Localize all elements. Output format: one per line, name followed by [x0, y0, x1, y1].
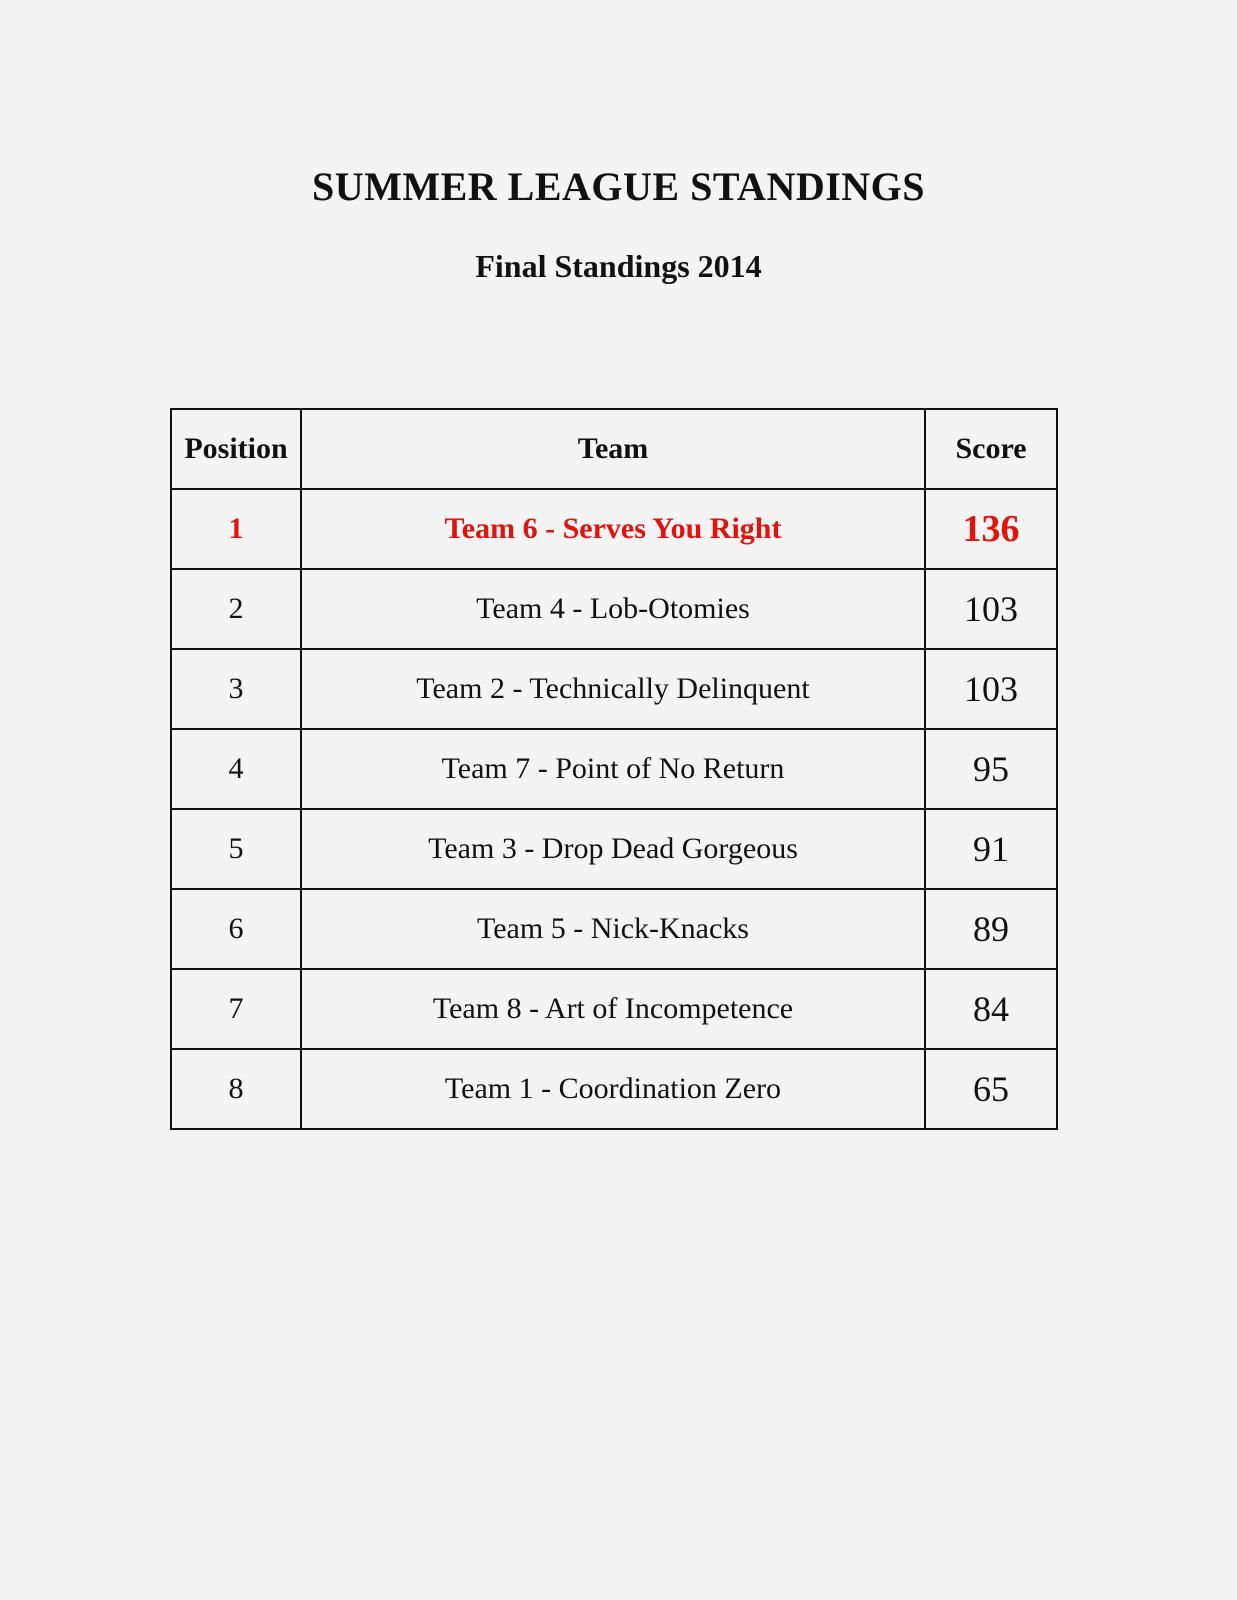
document-title: SUMMER LEAGUE STANDINGS [311, 164, 926, 209]
row-team: Team 3 - Drop Dead Gorgeous [301, 809, 925, 889]
row-position: 8 [171, 1049, 301, 1129]
header-position: Position [171, 409, 301, 489]
row-position: 1 [171, 489, 301, 569]
row-position: 6 [171, 889, 301, 969]
table-row [171, 969, 1057, 1049]
table-row [171, 1049, 1057, 1129]
table-row [171, 729, 1057, 809]
row-score: 91 [925, 809, 1057, 889]
table-row [171, 889, 1057, 969]
row-position: 2 [171, 569, 301, 649]
table-row [171, 569, 1057, 649]
row-team: Team 1 - Coordination Zero [301, 1049, 925, 1129]
header-score: Score [925, 409, 1057, 489]
row-position: 7 [171, 969, 301, 1049]
standings-table [170, 408, 1058, 1130]
table-row [171, 809, 1057, 889]
row-score: 84 [925, 969, 1057, 1049]
row-score: 65 [925, 1049, 1057, 1129]
table-row-winner [171, 489, 1057, 569]
table-row [171, 649, 1057, 729]
table-header-row [171, 409, 1057, 489]
row-team: Team 7 - Point of No Return [301, 729, 925, 809]
row-score: 89 [925, 889, 1057, 969]
header-team: Team [301, 409, 925, 489]
row-score: 136 [925, 489, 1057, 569]
document-subtitle: Final Standings 2014 [475, 248, 762, 284]
row-position: 5 [171, 809, 301, 889]
row-team: Team 5 - Nick-Knacks [301, 889, 925, 969]
row-team: Team 8 - Art of Incompetence [301, 969, 925, 1049]
row-team: Team 6 - Serves You Right [301, 489, 925, 569]
row-position: 3 [171, 649, 301, 729]
row-score: 103 [925, 649, 1057, 729]
row-team: Team 2 - Technically Delinquent [301, 649, 925, 729]
row-team: Team 4 - Lob-Otomies [301, 569, 925, 649]
row-score: 103 [925, 569, 1057, 649]
row-position: 4 [171, 729, 301, 809]
row-score: 95 [925, 729, 1057, 809]
